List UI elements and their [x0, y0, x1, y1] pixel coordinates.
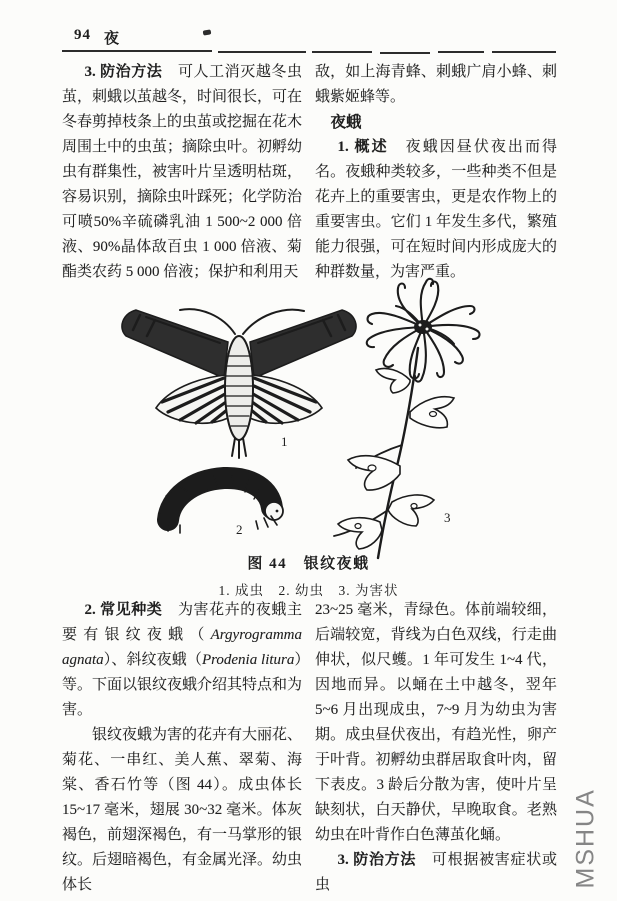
- paragraph-continuation: 23~25 毫米，青绿色。体前端较细，后端较宽，背线为白色双线，行走曲伸状，似尺蠖。1 年可发生 1~4 代，因地而异。以蛹在土中越冬，翌年 5~6 月出现成虫，7~9 月为幼虫为害期。成虫昼伏夜出，有趋光性，卵产于叶背。初孵幼虫群居取食叶肉，留下表皮。3 龄后分散为害，使叶片呈缺刻状，白天静伏，早晚取食。老熟幼虫在叶背作白色薄茧化蛹。: [315, 602, 557, 843]
- header-rule: [438, 51, 484, 53]
- running-title: 夜: [104, 31, 120, 47]
- latin-name: Prodenia litura: [201, 652, 295, 668]
- paragraph-lead: 3. 防治方法: [337, 852, 417, 868]
- header-rule: [492, 51, 556, 53]
- column-bottom-left: [62, 598, 302, 898]
- figure-caption-legend: 1. 成虫 2. 幼虫 3. 为害状: [218, 583, 399, 598]
- figure-label-1: 1: [281, 434, 288, 449]
- figure-44-illustration: [88, 270, 558, 560]
- paragraph-lead: 3. 防治方法: [84, 64, 163, 80]
- paragraph-text: 可人工消灭越冬虫茧，刺蛾以茧越冬，时间很长，可在冬春剪掉枝条上的虫茧或挖掘在花木周围土中的虫茧；摘除虫叶。初孵幼虫有群集性，被害叶片呈透明枯斑，容易识别，摘除虫叶踩死；化学防治可喷50%辛硫磷乳油 1 500~2 000 倍液、90%晶体敌百虫 1 000 倍液、菊酯类农药 5 000 倍液；保护和利用天: [62, 64, 303, 280]
- paragraph-overview: [315, 135, 557, 285]
- header-rule: [218, 51, 306, 53]
- paragraph-text: ）、斜纹夜蛾（: [103, 652, 202, 668]
- page-number: 94: [74, 27, 91, 43]
- paragraph-text: 可根据被害症状或虫: [315, 852, 557, 893]
- larva-drawing: [161, 476, 283, 537]
- header-rule: [312, 51, 372, 53]
- paragraph-common-species: [62, 598, 302, 723]
- section-heading-noctuid: 夜蛾: [330, 114, 362, 131]
- header-rule: [62, 50, 212, 52]
- paragraph-lead: 1. 概述: [337, 139, 389, 155]
- column-bottom-right: [315, 598, 557, 898]
- figure-caption: [0, 552, 617, 599]
- paragraph-control-methods: [315, 848, 557, 898]
- figure-label-3: 3: [444, 510, 451, 525]
- paragraph-text: 为害花卉的夜蛾主要有银纹夜蛾（: [62, 602, 302, 643]
- damaged-leaves: [338, 368, 454, 549]
- column-top-left: [62, 60, 302, 285]
- paragraph-host-plants: 银纹夜蛾为害的花卉有大丽花、菊花、一串红、美人蕉、翠菊、海棠、香石竹等（图 44）。成虫体长 15~17 毫米，翅展 30~32 毫米。体灰褐色，前翅深褐色，有一马掌形的银纹。后翅暗褐色，有金属光泽。幼虫体长: [62, 727, 303, 893]
- damaged-plant-drawing: [334, 279, 480, 558]
- moth-larva-plant-drawing: [88, 270, 558, 560]
- figure-label-2: 2: [236, 522, 243, 537]
- paragraph-lead: 2. 常见种类: [84, 602, 163, 618]
- adult-moth-drawing: [122, 309, 356, 458]
- header-rule: [380, 52, 430, 54]
- paragraph-continuation: 敌，如上海青蜂、刺蛾广肩小蜂、刺蛾紫姬蜂等。: [315, 64, 557, 105]
- latin-name: Argyrogramma agnata: [62, 627, 302, 668]
- watermark-text: MSHUA: [571, 788, 600, 889]
- scan-speck: [203, 29, 212, 35]
- column-top-right: [315, 60, 557, 285]
- paragraph-text: ）等。下面以银纹夜蛾介绍其特点和为害。: [62, 652, 303, 718]
- paragraph-control-methods: [62, 60, 302, 285]
- figure-caption-title: 图 44 银纹夜蛾: [247, 556, 370, 572]
- paragraph-text: 夜蛾因昼伏夜出而得名。夜蛾种类较多，一些种类不但是花卉上的重要害虫，更是农作物上的重要害虫。它们 1 年发生多代，繁殖能力很强，可在短时间内形成庞大的种群数量，为害严重。: [315, 139, 557, 280]
